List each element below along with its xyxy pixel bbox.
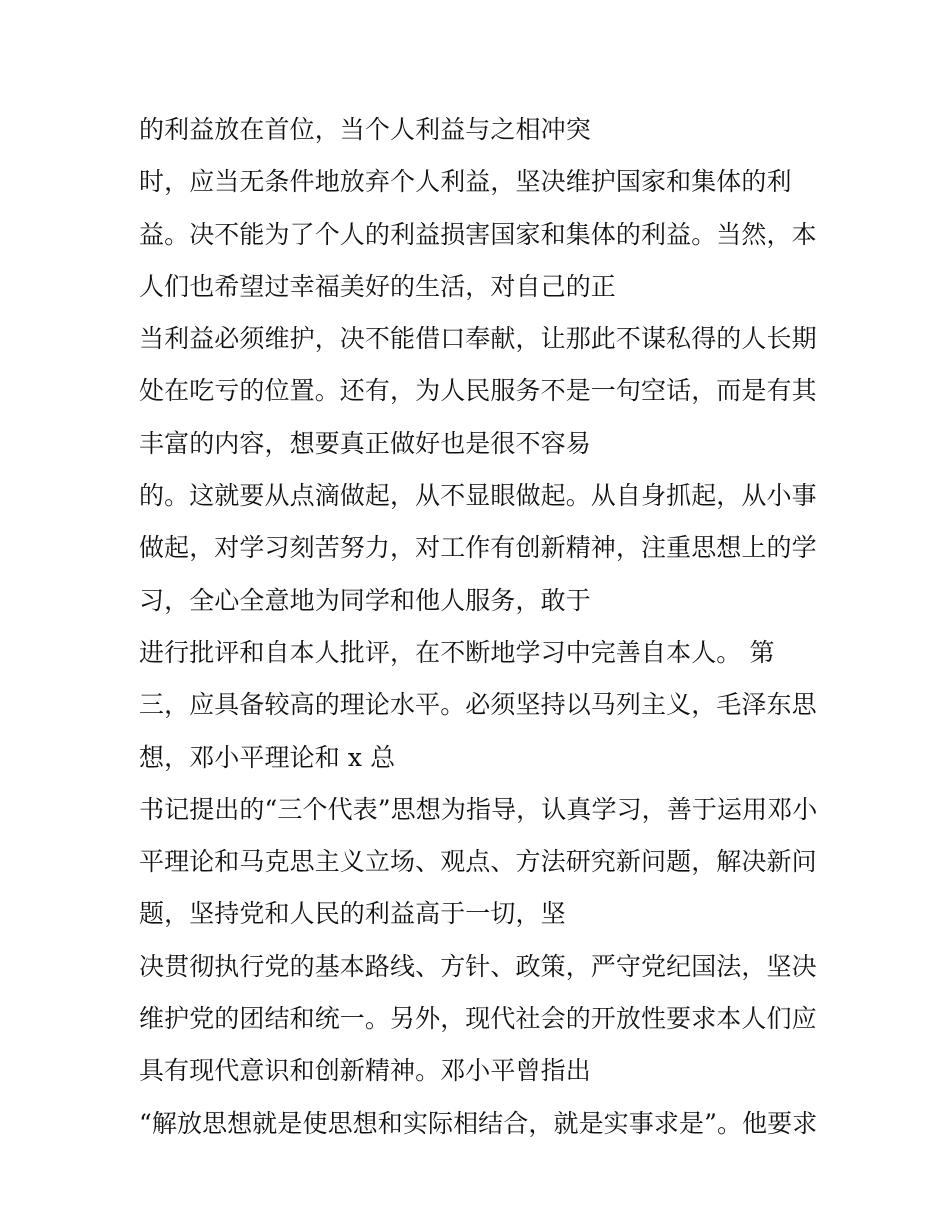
text-line: 当利益必须维护，决不能借口奉献，让那此不谋私得的人长期 [139,324,817,354]
text-line: 人们也希望过幸福美好的生活，对自己的正 [139,271,616,301]
document-body [139,110,829,1156]
text-line: 想，邓小平理论和 x 总 [139,742,396,772]
text-line: 决贯彻执行党的基本路线、方针、政策，严守党纪国法，坚决 [139,951,817,981]
text-line: 三，应具备较高的理论水平。必须坚持以马列主义，毛泽东思 [139,690,817,720]
text-line: 时，应当无条件地放弃个人利益，坚决维护国家和集体的利 [139,167,792,197]
text-line: 做起，对学习刻苦努力，对工作有创新精神，注重思想上的学 [139,533,817,563]
text-line: 习，全心全意地为同学和他人服务，敢于 [139,585,591,615]
text-line: 平理论和马克思主义立场、观点、方法研究新问题，解决新问 [139,847,817,877]
text-line: 维护党的团结和统一。另外，现代社会的开放性要求本人们应 [139,1004,817,1034]
text-line: 处在吃亏的位置。还有，为人民服务不是一句空话，而是有其 [139,376,817,406]
text-line: 书记提出的“三个代表”思想为指导，认真学习，善于运用邓小 [139,794,818,824]
text-line: 益。决不能为了个人的利益损害国家和集体的利益。当然，本 [139,219,817,249]
text-line: 具有现代意识和创新精神。邓小平曾指出 [139,1056,591,1086]
text-line: 的。这就要从点滴做起，从不显眼做起。从自身抓起，从小事 [139,481,817,511]
text-line: 的利益放在首位，当个人利益与之相冲突 [139,115,591,144]
text-line: 题，坚持党和人民的利益高于一切，坚 [139,899,566,929]
text-line: “解放思想就是使思想和实际相结合，就是实事求是”。他要求 [139,1108,818,1138]
text-line: 丰富的内容，想要真正做好也是很不容易 [139,428,591,458]
text-line: 进行批评和自本人批评，在不断地学习中完善自本人。 第 [139,637,775,667]
